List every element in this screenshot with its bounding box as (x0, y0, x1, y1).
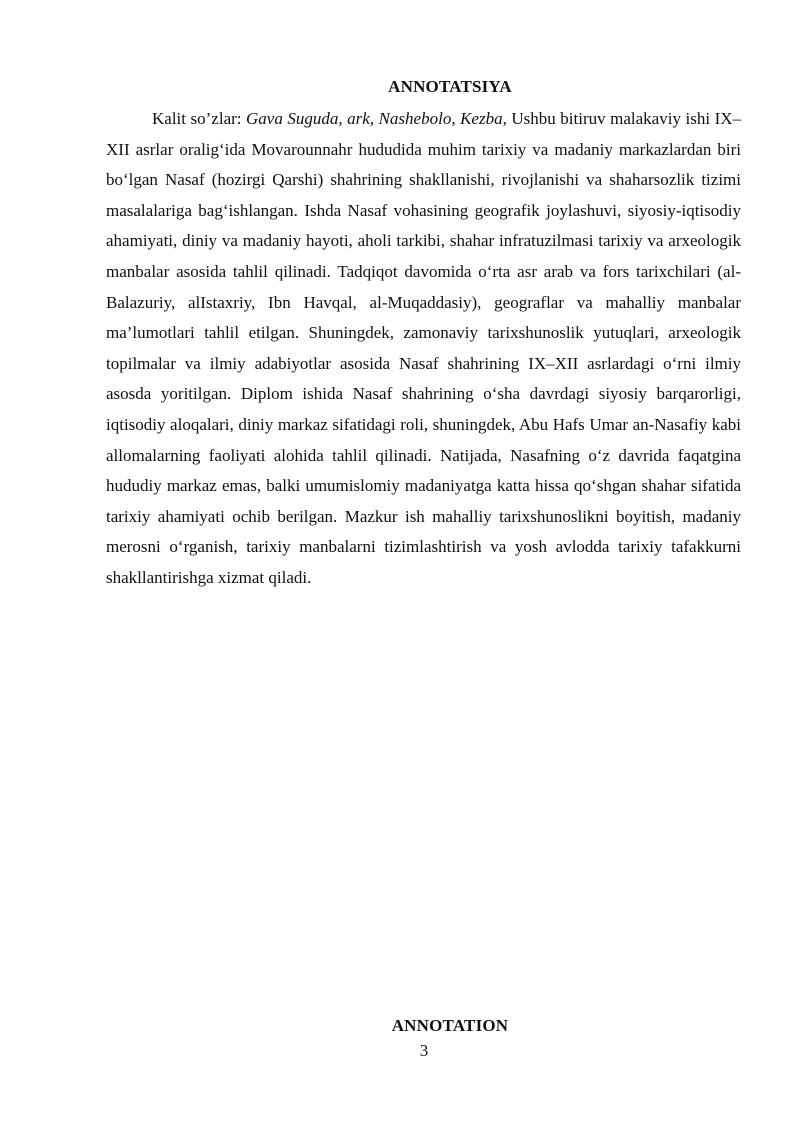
page-number: 3 (419, 1041, 429, 1060)
keywords-list: Gava Suguda, ark, Nashebolo, Kezba, (246, 109, 507, 128)
keywords-label: Kalit so’zlar: (152, 109, 242, 128)
annotation-heading-english: ANNOTATION (391, 1016, 509, 1035)
annotation-body (106, 104, 741, 594)
annotation-paragraph (106, 104, 741, 594)
annotation-text: Ushbu bitiruv malakaviy ishi IX–XII asrlar oralig‘ida Movarounnahr hududida muhim tarixiy va madaniy markazlardan biri bo‘lgan Nasaf (hozirgi Qarshi) shahrining shakllanishi, rivojlanishi va shaharsozlik tizimi masalalariga bag‘ishlangan. Ishda Nasaf vohasining geografik joylashuvi, siyosiy-iqtisodiy ahamiyati, diniy va madaniy hayoti, aholi tarkibi, shahar infratuzilmasi tarixiy va arxeologik manbalar asosida tahlil qilinadi. Tadqiqot davomida o‘rta asr arab va fors tarixchilari (al-Balazuriy, alIstaxriy, Ibn Havqal, al-Muqaddasiy), geograflar va mahalliy manbalar ma’lumotlari tahlil etilgan. Shuningdek, zamonaviy tarixshunoslik yutuqlari, arxeologik topilmalar va ilmiy adabiyotlar asosida Nasaf shahrining IX–XII asrlardagi o‘rni ilmiy asosda yoritilgan. Diplom ishida Nasaf shahrining o‘sha davrdagi siyosiy barqarorligi, iqtisodiy aloqalari, diniy markaz sifatidagi roli, shuningdek, Abu Hafs Umar an-Nasafiy kabi allomalarning faoliyati alohida tahlil qilinadi. Natijada, Nasafning o‘z davrida faqatgina hududiy markaz emas, balki umumislomiy madaniyatga katta hissa qo‘shgan shahar sifatida tarixiy ahamiyati ochib berilgan. Mazkur ish mahalliy tarixshunoslikni boyitish, madaniy merosni o‘rganish, tarixiy manbalarni tizimlashtirish va yosh avlodda tarixiy tafakkurni shakllantirishga xizmat qiladi. (106, 109, 742, 587)
annotation-heading-uzbek: ANNOTATSIYA (388, 77, 512, 96)
